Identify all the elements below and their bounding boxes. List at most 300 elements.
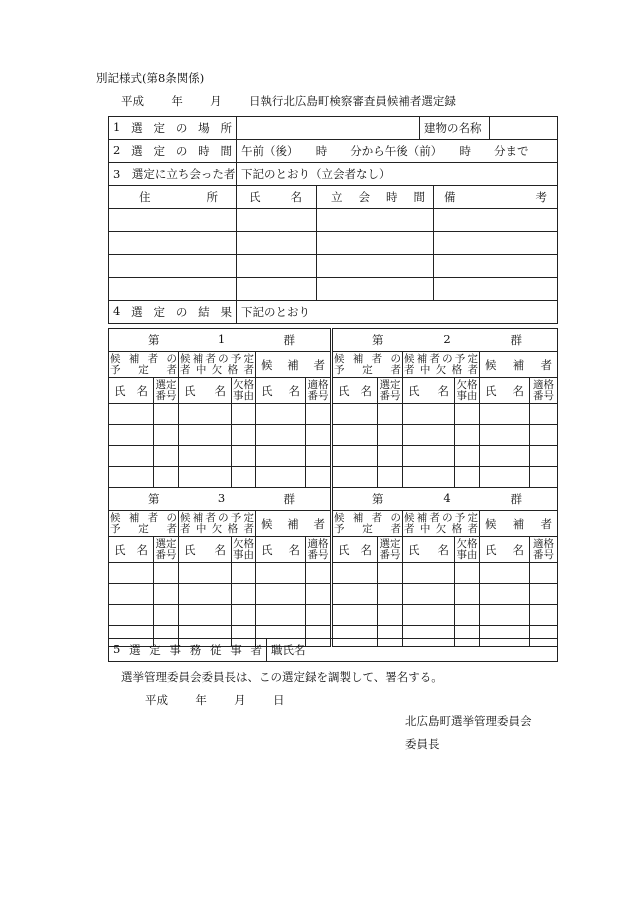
char: 候 [110, 511, 121, 524]
char: 者 [147, 511, 159, 524]
eligible-number-header-bottom: 番号 [307, 548, 329, 561]
time-value: 午前（後） 時 分から午後（前） 時 分まで [237, 140, 558, 163]
disqualification-reason-header [232, 378, 256, 404]
selection-number-header-bottom: 番号 [379, 389, 401, 402]
candidate-cell[interactable] [154, 446, 179, 467]
char: 者 [429, 352, 440, 365]
char: の [390, 352, 401, 365]
char: 氏 [184, 383, 196, 398]
group-header-row [109, 511, 558, 537]
char: の [166, 352, 177, 365]
name-header [109, 537, 154, 563]
candidate-designee-header [109, 511, 179, 537]
char: 定 [362, 522, 373, 535]
char: 者 [180, 522, 191, 535]
eligible-number-header-bottom: 番号 [533, 389, 555, 402]
candidate-cell[interactable] [403, 404, 455, 425]
candidate-designee-header-line1 [334, 354, 401, 365]
char: 者 [404, 522, 415, 535]
candidate-cell[interactable] [378, 563, 403, 584]
candidate-cell[interactable] [256, 467, 306, 488]
candidate-cell[interactable] [455, 563, 480, 584]
char: 予 [454, 352, 466, 365]
name-header [332, 378, 378, 404]
witness-cell[interactable] [317, 232, 434, 255]
char: 補 [512, 357, 525, 372]
char: 者 [180, 363, 191, 376]
label-char: 備 [444, 190, 456, 204]
selection-number-header-bottom: 番号 [379, 548, 401, 561]
witness-col-remarks [434, 186, 558, 209]
candidate-cell[interactable] [403, 467, 455, 488]
group-title-prefix: 第 [148, 333, 160, 347]
disqualified-designee-header-line1 [404, 513, 478, 524]
candidate-cell[interactable] [403, 446, 455, 467]
candidate-cell[interactable] [455, 404, 480, 425]
candidate-cell[interactable] [154, 404, 179, 425]
candidate-cell[interactable] [480, 563, 530, 584]
char: 中 [195, 522, 207, 535]
group-title [109, 329, 332, 352]
char: 氏 [261, 542, 273, 557]
label-char: 時 [198, 144, 210, 158]
candidate-cell[interactable] [530, 404, 558, 425]
footer-year-unit: 年 [195, 693, 207, 707]
group-title-num: 4 [443, 491, 451, 505]
group-title-row [109, 329, 558, 352]
candidate-cell[interactable] [530, 563, 558, 584]
label-char: 名 [290, 190, 303, 204]
group-title [109, 488, 332, 511]
candidate-cell[interactable] [232, 425, 256, 446]
candidate-cell[interactable] [306, 563, 332, 584]
disqualification-reason-header [232, 537, 256, 563]
label-char: 考 [535, 190, 548, 204]
place-value[interactable] [237, 117, 420, 140]
char: 名 [136, 383, 148, 398]
candidate-cell[interactable] [332, 446, 378, 467]
candidate-cell[interactable] [332, 404, 378, 425]
char: の [390, 511, 401, 524]
candidate-cell[interactable] [455, 425, 480, 446]
eligible-number-header-bottom: 番号 [533, 548, 555, 561]
char: 氏 [485, 542, 497, 557]
char: 補 [287, 357, 299, 372]
witness-cell[interactable] [237, 209, 317, 232]
selection-number-header [378, 378, 403, 404]
disqualified-designee-header-line2 [180, 365, 254, 376]
witness-cell[interactable] [317, 209, 434, 232]
label-char: 会 [358, 190, 371, 204]
char: 欠 [435, 363, 447, 376]
candidate-cell[interactable] [403, 584, 455, 605]
witness-row [109, 163, 558, 186]
candidate-cell[interactable] [332, 584, 378, 605]
selection-record-table [108, 116, 558, 324]
candidate-cell[interactable] [530, 467, 558, 488]
candidate-row [109, 446, 558, 467]
candidate-cell[interactable] [154, 563, 179, 584]
candidate-cell[interactable] [109, 605, 154, 626]
char: 候 [180, 511, 191, 524]
selection-number-header-top: 選定 [379, 378, 401, 391]
place-row [109, 117, 558, 140]
candidate-cell[interactable] [179, 446, 232, 467]
candidate-cell[interactable] [179, 467, 232, 488]
group-title [332, 488, 558, 511]
char: 名 [512, 542, 525, 557]
char: 予 [454, 511, 466, 524]
char: 名 [214, 383, 226, 398]
char: 候 [110, 352, 121, 365]
name-header [109, 378, 154, 404]
char: 候 [261, 357, 273, 372]
candidate-cell[interactable] [306, 467, 332, 488]
char: 予 [334, 522, 345, 535]
char: 候 [485, 357, 497, 372]
char: 名 [437, 542, 450, 557]
candidate-cell[interactable] [179, 563, 232, 584]
group-title-row [109, 488, 558, 511]
candidate-cell[interactable] [256, 584, 306, 605]
name-header [332, 537, 378, 563]
candidate-cell[interactable] [109, 563, 154, 584]
char: 名 [512, 383, 525, 398]
time-label [109, 140, 237, 163]
char: 欠 [211, 522, 223, 535]
char: 格 [451, 363, 463, 376]
label-char: 選 [131, 305, 143, 319]
candidate-cell[interactable] [378, 404, 403, 425]
candidate-cell[interactable] [530, 605, 558, 626]
candidate-cell[interactable] [232, 446, 256, 467]
candidate-cell[interactable] [256, 563, 306, 584]
char: 名 [288, 542, 300, 557]
candidate-cell[interactable] [455, 605, 480, 626]
char: の [442, 352, 453, 365]
candidate-header [256, 352, 332, 378]
witness-col-name [237, 186, 317, 209]
candidate-cell[interactable] [179, 404, 232, 425]
selection-number-header [154, 537, 179, 563]
witness-blank-row [109, 278, 558, 301]
candidate-cell[interactable] [403, 425, 455, 446]
disqualified-designee-header-line1 [180, 354, 254, 365]
candidate-cell[interactable] [154, 467, 179, 488]
char: の [218, 352, 229, 365]
candidate-designee-header-line2 [110, 524, 177, 535]
witness-cell[interactable] [434, 255, 558, 278]
char: 者 [540, 516, 553, 531]
group-title-suffix: 群 [510, 492, 523, 506]
label-char: 定 [153, 121, 165, 135]
group-title [332, 329, 558, 352]
candidate-designee-header-line2 [334, 524, 401, 535]
candidate-cell[interactable] [232, 584, 256, 605]
candidate-cell[interactable] [179, 584, 232, 605]
disqualified-designee-header-line2 [180, 524, 254, 535]
eligible-number-header [530, 378, 558, 404]
witness-cell[interactable] [434, 232, 558, 255]
candidate-designee-header [332, 511, 403, 537]
disqualified-designee-header-line1 [404, 354, 478, 365]
candidate-cell[interactable] [256, 404, 306, 425]
char: 補 [287, 516, 299, 531]
candidate-cell[interactable] [378, 446, 403, 467]
committee-name: 北広島町選挙管理委員会 [405, 714, 532, 728]
candidate-header [256, 511, 332, 537]
char: 補 [192, 352, 204, 365]
char: 欠 [211, 363, 223, 376]
selection-number-header-top: 選定 [155, 378, 177, 391]
candidate-cell[interactable] [480, 584, 530, 605]
char: 補 [512, 516, 525, 531]
char: 予 [230, 352, 242, 365]
candidate-designee-header [109, 352, 179, 378]
candidate-cell[interactable] [332, 467, 378, 488]
char: 候 [485, 516, 497, 531]
char: 補 [352, 352, 364, 365]
candidate-cell[interactable] [232, 404, 256, 425]
char: 定 [138, 363, 149, 376]
title-era: 平成 [121, 94, 144, 108]
selection-number-header-top: 選定 [155, 537, 177, 550]
char: 格 [227, 363, 239, 376]
label-char: の [175, 121, 188, 135]
witness-cell[interactable] [317, 278, 434, 301]
candidate-cell[interactable] [480, 425, 530, 446]
candidate-cell[interactable] [306, 605, 332, 626]
selection-number-header-bottom: 番号 [155, 548, 177, 561]
char: 格 [451, 522, 463, 535]
candidate-cell[interactable] [530, 446, 558, 467]
candidate-cell[interactable] [232, 563, 256, 584]
candidate-cell[interactable] [455, 467, 480, 488]
candidate-cell[interactable] [480, 446, 530, 467]
candidate-designee-header-line1 [334, 513, 401, 524]
candidate-cell[interactable] [256, 425, 306, 446]
label-char: 間 [220, 144, 232, 158]
candidate-cell[interactable] [109, 467, 154, 488]
candidate-cell[interactable] [109, 404, 154, 425]
candidate-designee-header-line2 [334, 365, 401, 376]
label-char: 所 [220, 121, 232, 135]
eligible-number-header [306, 378, 332, 404]
group-title-num: 2 [443, 332, 451, 346]
disqualified-designee-header [403, 352, 480, 378]
label-char: 定 [153, 144, 165, 158]
footer-date [145, 692, 284, 708]
candidate-cell[interactable] [480, 404, 530, 425]
candidate-cell[interactable] [109, 446, 154, 467]
disqualification-reason-header-top: 欠格 [233, 378, 254, 391]
candidate-cell[interactable] [306, 584, 332, 605]
char: 者 [313, 516, 325, 531]
candidate-cell[interactable] [109, 584, 154, 605]
witness-cell[interactable] [434, 278, 558, 301]
eligible-number-header [530, 537, 558, 563]
building-value[interactable] [490, 117, 558, 140]
char: 候 [404, 352, 415, 365]
disqualification-reason-header-top: 欠格 [456, 378, 478, 391]
witness-cell[interactable] [109, 209, 237, 232]
char: の [442, 511, 453, 524]
group-title-num: 1 [217, 332, 226, 346]
label-char: 選 [131, 144, 143, 158]
candidate-cell[interactable] [378, 467, 403, 488]
candidate-row [109, 425, 558, 446]
candidate-cell[interactable] [530, 425, 558, 446]
candidate-cell[interactable] [306, 446, 332, 467]
witness-cell[interactable] [109, 278, 237, 301]
witness-cell[interactable] [317, 255, 434, 278]
group-title-prefix: 第 [148, 492, 160, 506]
char: 者 [371, 352, 383, 365]
label-char: 選 [129, 643, 141, 657]
char: 定 [467, 352, 478, 365]
char: 者 [313, 357, 325, 372]
label-char: の [175, 144, 188, 158]
candidate-cell[interactable] [455, 446, 480, 467]
witness-value: 下記のとおり（立会者なし） [237, 163, 558, 186]
char: 者 [390, 363, 402, 376]
char: 者 [390, 522, 402, 535]
candidate-cell[interactable] [109, 425, 154, 446]
group-title-prefix: 第 [372, 492, 384, 506]
name-header [179, 537, 232, 563]
candidate-cell[interactable] [403, 605, 455, 626]
candidate-row [109, 605, 558, 626]
candidate-header [480, 352, 558, 378]
footer-era: 平成 [145, 693, 168, 707]
candidate-cell[interactable] [256, 605, 306, 626]
disqualified-designee-header-line2 [404, 524, 478, 535]
char: 者 [166, 522, 177, 535]
candidate-cell[interactable] [232, 467, 256, 488]
chair-title: 委員長 [405, 737, 440, 751]
char: 者 [371, 511, 383, 524]
witness-cell[interactable] [434, 209, 558, 232]
char: 氏 [485, 383, 497, 398]
label-char: 所 [206, 190, 219, 204]
selection-number-header [154, 378, 179, 404]
candidate-cell[interactable] [232, 605, 256, 626]
name-header [256, 378, 306, 404]
statement: 選挙管理委員会委員長は、この選定録を調製して、署名する。 [121, 670, 443, 684]
witness-cell[interactable] [237, 255, 317, 278]
label-char: 務 [189, 643, 202, 657]
candidate-groups-table [108, 328, 558, 647]
label-char: 間 [413, 190, 426, 204]
candidate-cell[interactable] [154, 425, 179, 446]
char: 候 [261, 516, 273, 531]
label-char: 2 [113, 143, 121, 157]
candidate-row [109, 404, 558, 425]
char: 補 [416, 511, 428, 524]
label-char: 結 [198, 305, 210, 319]
result-row [109, 301, 558, 324]
candidate-designee-header-line2 [110, 365, 177, 376]
disqualified-designee-header [403, 511, 480, 537]
disqualification-reason-header-bottom: 事由 [456, 548, 478, 561]
candidate-cell[interactable] [332, 563, 378, 584]
label-char: 選 [131, 121, 143, 135]
char: 者 [243, 363, 254, 376]
char: 者 [429, 511, 440, 524]
char: 定 [362, 363, 373, 376]
candidate-header [480, 511, 558, 537]
label-char: 時 [386, 190, 398, 204]
candidate-cell[interactable] [530, 584, 558, 605]
candidate-cell[interactable] [332, 605, 378, 626]
candidate-cell[interactable] [154, 584, 179, 605]
eligible-number-header-bottom: 番号 [307, 389, 329, 402]
candidate-cell[interactable] [306, 425, 332, 446]
char: 予 [230, 511, 242, 524]
witness-col-time [317, 186, 434, 209]
disqualification-reason-header-bottom: 事由 [233, 548, 254, 561]
char: 補 [416, 352, 428, 365]
eligible-number-header-top: 適格 [533, 537, 555, 550]
group-header-row [109, 352, 558, 378]
label-char: 1 [113, 120, 121, 134]
candidate-cell[interactable] [378, 425, 403, 446]
witness-cell[interactable] [237, 278, 317, 301]
staff-table [108, 638, 558, 662]
name-header [256, 537, 306, 563]
char: 補 [128, 511, 140, 524]
candidate-cell[interactable] [378, 584, 403, 605]
char: 者 [205, 511, 216, 524]
label-char: の [175, 305, 188, 319]
candidate-designee-header [332, 352, 403, 378]
candidate-cell[interactable] [480, 467, 530, 488]
candidate-cell[interactable] [455, 584, 480, 605]
label-char: 定 [149, 643, 161, 657]
char: 予 [334, 363, 345, 376]
staff-label [109, 639, 267, 662]
candidate-cell[interactable] [306, 404, 332, 425]
char: 中 [419, 363, 431, 376]
candidate-cell[interactable] [403, 563, 455, 584]
candidate-cell[interactable] [256, 446, 306, 467]
char: 中 [195, 363, 207, 376]
candidate-cell[interactable] [179, 605, 232, 626]
witness-cell[interactable] [237, 232, 317, 255]
candidate-cell[interactable] [378, 605, 403, 626]
char: 者 [205, 352, 216, 365]
candidate-cell[interactable] [480, 605, 530, 626]
group-subheader-row [109, 378, 558, 404]
group-title-suffix: 群 [283, 333, 296, 347]
witness-cell[interactable] [109, 232, 237, 255]
char: 名 [437, 383, 450, 398]
name-header [403, 378, 455, 404]
char: の [166, 511, 177, 524]
witness-cell[interactable] [109, 255, 237, 278]
char: 格 [227, 522, 239, 535]
candidate-cell[interactable] [332, 425, 378, 446]
char: 補 [128, 352, 140, 365]
candidate-cell[interactable] [154, 605, 179, 626]
result-value: 下記のとおり [237, 301, 558, 324]
candidate-cell[interactable] [179, 425, 232, 446]
form-label: 別記様式(第8条関係) [96, 71, 205, 85]
candidate-designee-header-line1 [110, 354, 177, 365]
time-row [109, 140, 558, 163]
char: 者 [467, 522, 479, 535]
label-char: 4 [113, 304, 121, 318]
